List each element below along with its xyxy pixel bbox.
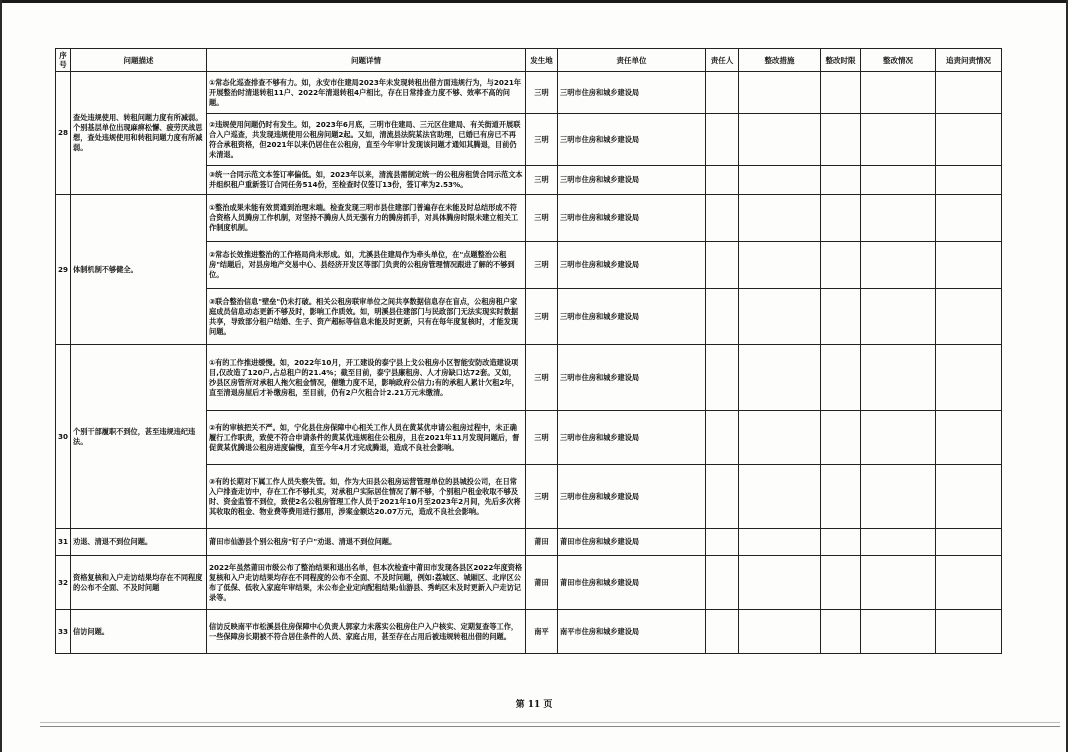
location: 三明	[526, 289, 558, 345]
header-desc: 问题描述	[71, 49, 207, 72]
scan-artifact-line	[40, 722, 1060, 723]
measures-cell	[739, 289, 821, 345]
accountability-cell	[936, 465, 1002, 529]
status-cell	[861, 529, 936, 556]
issue-description: 个别干部履职不到位，甚至违规违纪违法。	[71, 345, 207, 529]
scan-artifact-line	[40, 726, 1060, 727]
issue-description: 体制机制不够健全。	[71, 195, 207, 345]
status-cell	[861, 465, 936, 529]
responsible-unit: 三明市住房和城乡建设局	[558, 289, 706, 345]
accountability-cell	[936, 411, 1002, 465]
responsible-person-cell	[706, 411, 739, 465]
issue-detail: ①常态化巡查排查不够有力。如，永安市住建局2023年未发现转租出借方面违规行为，与2021年开展整治时清退转租11户、2022年清退转租4户相比，存在日常排查力度不够、效率不高的问题。	[207, 72, 526, 114]
issue-detail: ③有的长期对下属工作人员失察失管。如，作为大田县公租房运营管理单位的县城投公司，在日常入户排查走访中，存在工作不够扎实，对承租户实际居住情况了解不够，个别租户租金收取不够及时、资金监管不到位，致使2名公租房管理工作人员于2021年10月至2023年2月间，先后多次将其收取的租金、物业费等费用进行挪用，涉案金额达20.07万元，造成不良社会影响。	[207, 465, 526, 529]
header-place: 发生地	[526, 49, 558, 72]
status-cell	[861, 195, 936, 242]
status-cell	[861, 345, 936, 411]
responsible-unit: 三明市住房和城乡建设局	[558, 166, 706, 195]
issue-description: 资格复核和入户走访结果均存在不同程度的公布不全面、不及时问题	[71, 556, 207, 610]
responsible-person-cell	[706, 166, 739, 195]
row-number: 33	[56, 610, 71, 654]
status-cell	[861, 166, 936, 195]
accountability-cell	[936, 195, 1002, 242]
responsible-unit: 三明市住房和城乡建设局	[558, 411, 706, 465]
measures-cell	[739, 195, 821, 242]
issue-detail: ③统一合同示范文本签订率偏低。如，2023年以来，清流县需制定统一的公租房租赁合同示范文本并组织租户重新签订合同任务514份，至检查时仅签订13份，签订率为2.53%。	[207, 166, 526, 195]
location: 南平	[526, 610, 558, 654]
deadline-cell	[821, 114, 861, 166]
status-cell	[861, 72, 936, 114]
responsible-unit: 莆田市住房和城乡建设局	[558, 556, 706, 610]
accountability-cell	[936, 610, 1002, 654]
measures-cell	[739, 114, 821, 166]
responsible-unit: 莆田市住房和城乡建设局	[558, 529, 706, 556]
issue-detail: 信访反映南平市松溪县住房保障中心负责人郭家力未落实公租房住户入户核实、定期复查等工作，一些保障房长期被不符合居住条件的人员、家庭占用，甚至存在占用后被违规转租出借的问题。	[207, 610, 526, 654]
table-row	[56, 72, 1002, 114]
measures-cell	[739, 411, 821, 465]
issue-detail: ②违规使用问题仍时有发生。如，2023年6月底，三明市住建局、三元区住建局、有关街道开展联合入户巡查，共发现违规使用公租房问题2起。又如，清流县法院某法官助理，已婚已有房已不再符合承租资格，但2021年以来仍居住在公租房，直至今年审计发现该问题才通知其腾退，目前仍未清退。	[207, 114, 526, 166]
measures-cell	[739, 242, 821, 289]
deadline-cell	[821, 529, 861, 556]
deadline-cell	[821, 556, 861, 610]
location: 三明	[526, 411, 558, 465]
header-row	[56, 49, 1002, 72]
header-deadline: 整改时限	[821, 49, 861, 72]
header-person: 责任人	[706, 49, 739, 72]
responsible-unit: 三明市住房和城乡建设局	[558, 72, 706, 114]
deadline-cell	[821, 610, 861, 654]
responsible-unit: 三明市住房和城乡建设局	[558, 195, 706, 242]
row-number: 30	[56, 345, 71, 529]
table-row	[56, 610, 1002, 654]
measures-cell	[739, 529, 821, 556]
issue-detail: ②常态长效推进整治的工作格局尚未形成。如，尤溪县住建局作为牵头单位，在"点题整治公租房"结题后，对县房地产交易中心、县经济开发区等部门负责的公租房管理情况跟进了解的不够到位。	[207, 242, 526, 289]
issue-detail: 莆田市仙游县个别公租房"钉子户"劝退、清退不到位问题。	[207, 529, 526, 556]
accountability-cell	[936, 114, 1002, 166]
accountability-cell	[936, 556, 1002, 610]
responsible-person-cell	[706, 556, 739, 610]
accountability-cell	[936, 345, 1002, 411]
row-number: 31	[56, 529, 71, 556]
responsible-unit: 南平市住房和城乡建设局	[558, 610, 706, 654]
measures-cell	[739, 610, 821, 654]
responsible-person-cell	[706, 242, 739, 289]
deadline-cell	[821, 289, 861, 345]
measures-cell	[739, 345, 821, 411]
deadline-cell	[821, 465, 861, 529]
measures-cell	[739, 166, 821, 195]
row-number: 29	[56, 195, 71, 345]
accountability-cell	[936, 289, 1002, 345]
status-cell	[861, 242, 936, 289]
responsible-person-cell	[706, 289, 739, 345]
status-cell	[861, 114, 936, 166]
row-number: 32	[56, 556, 71, 610]
responsible-person-cell	[706, 72, 739, 114]
accountability-cell	[936, 72, 1002, 114]
location: 莆田	[526, 556, 558, 610]
status-cell	[861, 556, 936, 610]
measures-cell	[739, 72, 821, 114]
header-status: 整改情况	[861, 49, 936, 72]
issue-detail: ①整治成果未能有效贯通到治理末端。检查发现三明市县住建部门普遍存在未能及时总结形成不符合资格人员腾房工作机制，对坚持不腾房人员无强有力的腾房抓手，对具体腾房时限未建立相关工作制度机制。	[207, 195, 526, 242]
responsible-person-cell	[706, 610, 739, 654]
page-number: 第 11 页	[515, 700, 553, 710]
responsible-unit: 三明市住房和城乡建设局	[558, 465, 706, 529]
header-detail: 问题详情	[207, 49, 526, 72]
responsible-person-cell	[706, 114, 739, 166]
deadline-cell	[821, 72, 861, 114]
table-row	[56, 529, 1002, 556]
issue-detail: ②有的审核把关不严。如，宁化县住房保障中心相关工作人员在黄某优申请公租房过程中，未正确履行工作职责，致使不符合申请条件的黄某优违规租住公租房，且在2021年11月发现问题后，督促黄某优腾退公租房进度偏慢，直至今年4月才完成腾退，造成不良社会影响。	[207, 411, 526, 465]
responsible-person-cell	[706, 345, 739, 411]
deadline-cell	[821, 195, 861, 242]
deadline-cell	[821, 242, 861, 289]
location: 三明	[526, 345, 558, 411]
header-unit: 责任单位	[558, 49, 706, 72]
responsible-unit: 三明市住房和城乡建设局	[558, 114, 706, 166]
responsible-person-cell	[706, 465, 739, 529]
issue-detail: 2022年虽然莆田市级公布了整治结果和退出名单，但本次检查中莆田市发现各县区2022年度资格复核和入户走访结果均存在不同程度的公布不全面、不及时问题，例如:荔城区、城厢区、北岸区公布了低保、低收入家庭年审结果，未公布企业定向配租结果;仙游县、秀屿区未及时更新入户走访记录等。	[207, 556, 526, 610]
table-row	[56, 195, 1002, 242]
rectification-table	[55, 48, 1002, 654]
status-cell	[861, 610, 936, 654]
responsible-unit: 三明市住房和城乡建设局	[558, 345, 706, 411]
table-row	[56, 345, 1002, 411]
location: 三明	[526, 72, 558, 114]
location: 三明	[526, 114, 558, 166]
responsible-person-cell	[706, 529, 739, 556]
status-cell	[861, 411, 936, 465]
location: 莆田	[526, 529, 558, 556]
scan-edge-left	[0, 0, 2, 752]
scan-edge-top	[0, 0, 1068, 3]
deadline-cell	[821, 345, 861, 411]
location: 三明	[526, 195, 558, 242]
accountability-cell	[936, 166, 1002, 195]
accountability-cell	[936, 529, 1002, 556]
header-no: 序号	[56, 49, 71, 72]
responsible-person-cell	[706, 195, 739, 242]
accountability-cell	[936, 242, 1002, 289]
table-row	[56, 556, 1002, 610]
deadline-cell	[821, 411, 861, 465]
issue-description: 信访问题。	[71, 610, 207, 654]
responsible-unit: 三明市住房和城乡建设局	[558, 242, 706, 289]
location: 三明	[526, 242, 558, 289]
location: 三明	[526, 166, 558, 195]
issue-description: 查处违规使用、转租问题力度有所减弱。个别基层单位出现麻痹松懈、疲劳厌战思想，查处违规使用和转租问题力度有所减弱。	[71, 72, 207, 195]
row-number: 28	[56, 72, 71, 195]
deadline-cell	[821, 166, 861, 195]
location: 三明	[526, 465, 558, 529]
measures-cell	[739, 556, 821, 610]
status-cell	[861, 289, 936, 345]
header-measures: 整改措施	[739, 49, 821, 72]
issue-description: 劝退、清退不到位问题。	[71, 529, 207, 556]
issue-detail: ③联合整治信息"壁垒"仍未打破。相关公租房联审单位之间共享数据信息存在盲点，公租房租户家庭成员信息动态更新不够及时，影响工作质效。如，明溪县住建部门与民政部门无法实现实时数据共享，导致部分租户结婚、生子、资产超标等信息未能及时更新，只有在每年度复核时，才能发现问题。	[207, 289, 526, 345]
issue-detail: ①有的工作推进缓慢。如，2022年10月，开工建设的泰宁县上戈公租房小区智能安防改造建设项目,仅改造了120户,占总租户的21.4%；截至目前，泰宁县廉租房、人才房缺口达72套。又如，沙县区房管所对承租人拖欠租金情况，催缴力度不足，影响政府公信力;有的承租人累计欠租2年，直至清退房屋后才补缴房租，至目前，仍有2户欠租合计2.21万元未缴清。	[207, 345, 526, 411]
header-accountability: 追责问责情况	[936, 49, 1002, 72]
measures-cell	[739, 465, 821, 529]
